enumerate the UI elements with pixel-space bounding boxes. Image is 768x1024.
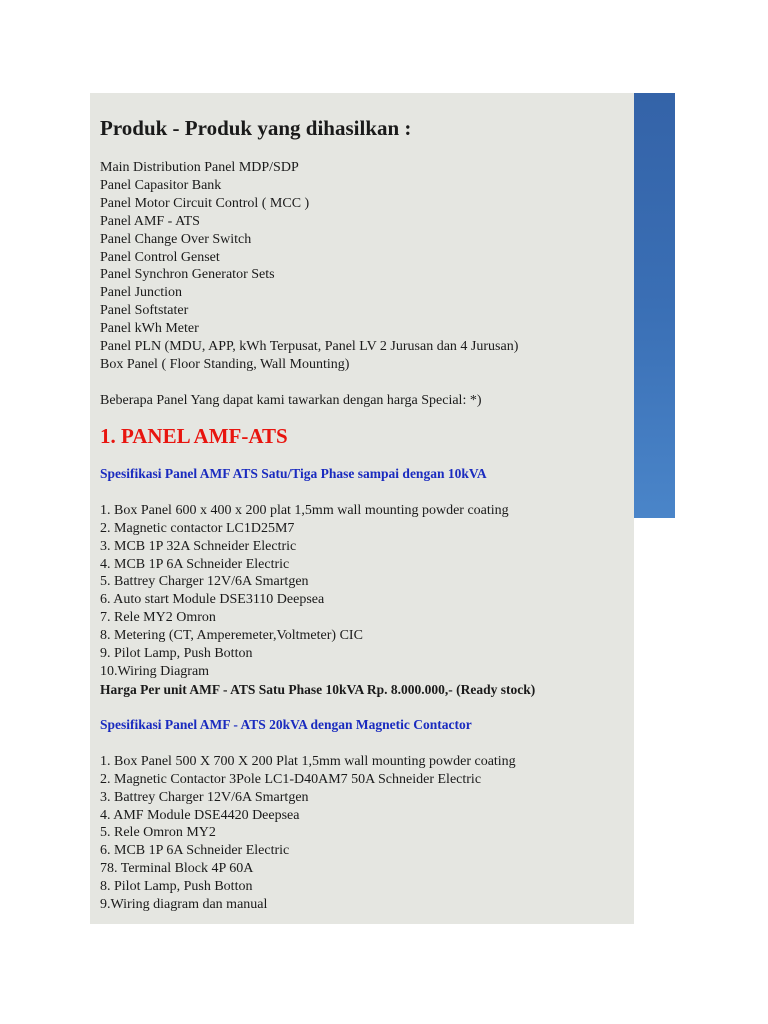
product-item: Panel Softstater	[100, 303, 189, 319]
product-item: Panel Motor Circuit Control ( MCC )	[100, 195, 310, 211]
spacer	[100, 374, 620, 392]
spec-heading-20kva: Spesifikasi Panel AMF - ATS 20kVA dengan Magnetic Contactor	[100, 716, 472, 732]
spec-item: 6. MCB 1P 6A Schneider Electric	[100, 843, 290, 859]
spacer	[100, 484, 620, 502]
product-item: Panel kWh Meter	[100, 321, 199, 337]
product-item: Panel Synchron Generator Sets	[100, 267, 275, 283]
spec-item: 5. Rele Omron MY2	[100, 825, 216, 841]
spec-item: 1. Box Panel 500 X 700 X 200 Plat 1,5mm wall mounting powder coating	[100, 753, 516, 769]
document-content	[100, 113, 620, 914]
product-item: Box Panel ( Floor Standing, Wall Mounting)	[100, 356, 350, 372]
product-item: Panel Control Genset	[100, 249, 220, 265]
spec-item: 2. Magnetic contactor LC1D25M7	[100, 520, 295, 536]
spec-item: 5. Battrey Charger 12V/6A Smartgen	[100, 574, 309, 590]
spec-item: 9.Wiring diagram dan manual	[100, 897, 268, 913]
spec-item: 1. Box Panel 600 x 400 x 200 plat 1,5mm wall mounting powder coating	[100, 502, 509, 518]
product-item: Main Distribution Panel MDP/SDP	[100, 160, 299, 175]
offer-text: Beberapa Panel Yang dapat kami tawarkan dengan harga Special: *)	[100, 392, 482, 408]
product-list	[100, 159, 620, 374]
spec-item: 3. MCB 1P 32A Schneider Electric	[100, 538, 297, 554]
spec-item: 10.Wiring Diagram	[100, 663, 210, 679]
price-line: Harga Per unit AMF - ATS Satu Phase 10kVA Rp. 8.000.000,- (Ready stock)	[100, 681, 536, 697]
spec-item: 8. Pilot Lamp, Push Botton	[100, 879, 253, 895]
spec-item: 4. MCB 1P 6A Schneider Electric	[100, 556, 290, 572]
spec-list-10kva	[100, 502, 620, 681]
spec-item: 2. Magnetic Contactor 3Pole LC1-D40AM7 50A Schneider Electric	[100, 771, 482, 787]
spacer	[100, 735, 620, 753]
product-item: Panel AMF - ATS	[100, 213, 200, 229]
product-item: Panel PLN (MDU, APP, kWh Terpusat, Panel LV 2 Jurusan dan 4 Jurusan)	[100, 339, 519, 355]
product-item: Panel Capasitor Bank	[100, 177, 222, 193]
spec-item: 78. Terminal Block 4P 60A	[100, 861, 254, 877]
page-title: Produk - Produk yang dihasilkan :	[100, 116, 412, 140]
product-item: Panel Junction	[100, 285, 183, 301]
spec-heading-10kva: Spesifikasi Panel AMF ATS Satu/Tiga Phase sampai dengan 10kVA	[100, 465, 487, 481]
spec-item: 4. AMF Module DSE4420 Deepsea	[100, 807, 300, 823]
product-item: Panel Change Over Switch	[100, 231, 252, 247]
spec-item: 8. Metering (CT, Amperemeter,Voltmeter) CIC	[100, 628, 363, 644]
spec-item: 6. Auto start Module DSE3110 Deepsea	[100, 592, 325, 608]
spec-list-20kva	[100, 753, 620, 914]
spec-item: 7. Rele MY2 Omron	[100, 610, 216, 626]
blue-sidebar-bar	[634, 93, 675, 518]
section-heading-amf-ats: 1. PANEL AMF-ATS	[100, 423, 288, 448]
spec-item: 9. Pilot Lamp, Push Botton	[100, 646, 253, 662]
spec-item: 3. Battrey Charger 12V/6A Smartgen	[100, 789, 309, 805]
